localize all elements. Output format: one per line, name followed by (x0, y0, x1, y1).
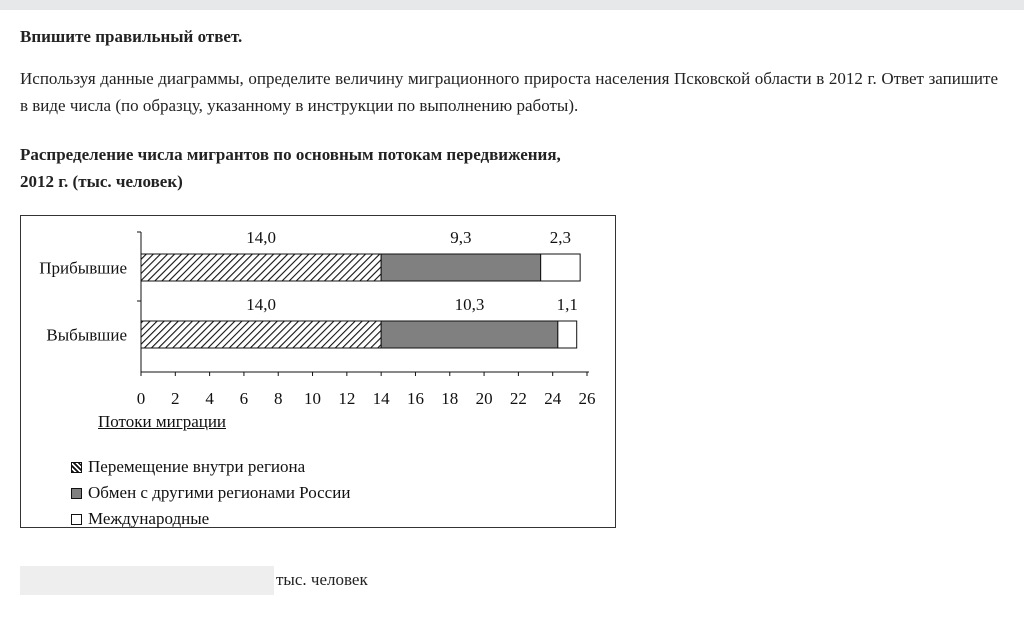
data-label: 2,3 (549, 228, 572, 247)
legend-swatch-white (71, 514, 82, 525)
x-tick-label: 18 (441, 389, 459, 406)
bar-segment (381, 321, 558, 348)
legend-item-international (71, 506, 350, 532)
chart-figure (20, 215, 616, 528)
x-tick-label: 14 (372, 389, 390, 406)
x-tick-label: 0 (136, 389, 146, 406)
bar-segment (381, 254, 541, 281)
legend-label: Международные (88, 509, 210, 528)
x-tick-label: 4 (205, 389, 214, 406)
data-label: 14,0 (246, 295, 276, 314)
legend-item-intraregional (71, 454, 350, 480)
data-label: 10,3 (454, 295, 485, 314)
legend-item-interregional (71, 480, 350, 506)
x-axis-label: Потоки миграции (98, 412, 227, 431)
x-tick-label: 24 (544, 389, 562, 406)
data-label: 14,0 (246, 228, 276, 247)
bar-segment (541, 254, 580, 281)
bar-segment (558, 321, 577, 348)
x-tick-label: 2 (171, 389, 180, 406)
x-tick-label: 6 (239, 389, 249, 406)
legend-label: Обмен с другими регионами России (88, 483, 351, 502)
category-label: Выбывшие (46, 325, 127, 345)
x-tick-label: 10 (304, 389, 322, 406)
x-tick-label: 22 (509, 389, 527, 406)
x-tick-label: 8 (273, 389, 283, 406)
x-tick-label: 16 (406, 389, 424, 406)
migration-bar-chart (21, 216, 615, 406)
question-text: Используя данные диаграммы, определите величину миграционного прироста населения Псковской области в 2012 г. Ответ запишите в виде числа (по образцу, указанному в инструкции по выполнению работы). (20, 69, 998, 115)
category-label: Прибывшие (39, 258, 127, 278)
x-tick-label: 20 (475, 389, 493, 406)
instruction-heading: Впишите правильный ответ. (20, 27, 243, 46)
answer-unit-label: тыс. человек (276, 570, 368, 589)
chart-caption (20, 141, 561, 195)
answer-input[interactable] (20, 566, 274, 595)
bar-segment (141, 321, 381, 348)
legend-label: Перемещение внутри региона (88, 457, 306, 476)
legend-swatch-gray (71, 488, 82, 499)
data-label: 1,1 (556, 295, 578, 314)
chart-caption-line-2: 2012 г. (тыс. человек) (20, 172, 183, 191)
legend-swatch-hatched (71, 462, 82, 473)
chart-legend (71, 454, 350, 532)
chart-caption-line-1: Распределение числа мигрантов по основным потокам передвижения, (20, 145, 561, 164)
x-tick-label: 12 (338, 389, 356, 406)
x-tick-label: 26 (578, 389, 596, 406)
bar-segment (141, 254, 381, 281)
top-bar (0, 0, 1024, 10)
data-label: 9,3 (450, 228, 472, 247)
